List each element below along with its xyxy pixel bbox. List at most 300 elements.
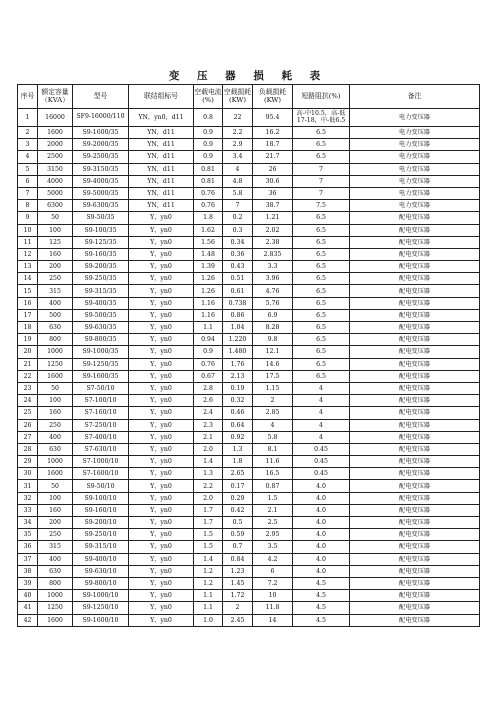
cell-no-load-current: 2.0 bbox=[194, 443, 223, 455]
cell-connection-group: Y，yn0 bbox=[129, 504, 194, 516]
cell-index: 10 bbox=[18, 224, 38, 236]
cell-load-loss: 2.02 bbox=[253, 224, 293, 236]
cell-model: S9-800/35 bbox=[73, 334, 129, 346]
cell-connection-group: Y，yn0 bbox=[129, 261, 194, 273]
header-load-loss: 负载损耗(KW) bbox=[253, 85, 293, 109]
cell-model: S9-2000/35 bbox=[73, 139, 129, 151]
cell-no-load-loss: 1.3 bbox=[223, 443, 253, 455]
cell-remarks: 配电变压器 bbox=[350, 297, 480, 309]
cell-connection-group: Y，yn0 bbox=[129, 577, 194, 589]
cell-load-loss: 1.15 bbox=[253, 382, 293, 394]
table-row bbox=[18, 273, 480, 285]
cell-load-loss: 4.76 bbox=[253, 285, 293, 297]
table-row bbox=[18, 565, 480, 577]
cell-model: S7-160/10 bbox=[73, 407, 129, 419]
cell-model: S9-3150/35 bbox=[73, 163, 129, 175]
cell-index: 29 bbox=[18, 456, 38, 468]
table-row bbox=[18, 468, 480, 480]
header-model: 型号 bbox=[73, 85, 129, 109]
table-row bbox=[18, 517, 480, 529]
cell-index: 24 bbox=[18, 395, 38, 407]
cell-remarks: 配电变压器 bbox=[350, 504, 480, 516]
cell-load-loss: 2.85 bbox=[253, 407, 293, 419]
cell-impedance: 7 bbox=[293, 175, 350, 187]
cell-capacity: 800 bbox=[38, 334, 73, 346]
table-row bbox=[18, 187, 480, 199]
cell-load-loss: 4 bbox=[253, 419, 293, 431]
table-row bbox=[18, 248, 480, 260]
cell-impedance: 6.5 bbox=[293, 297, 350, 309]
cell-connection-group: Y，yn0 bbox=[129, 492, 194, 504]
cell-connection-group: Y，yn0 bbox=[129, 419, 194, 431]
table-row bbox=[18, 504, 480, 516]
cell-capacity: 5000 bbox=[38, 187, 73, 199]
cell-model: S9-250/35 bbox=[73, 273, 129, 285]
cell-model: S9-160/10 bbox=[73, 504, 129, 516]
cell-index: 15 bbox=[18, 285, 38, 297]
cell-remarks: 配电变压器 bbox=[350, 212, 480, 224]
cell-index: 31 bbox=[18, 480, 38, 492]
cell-no-load-loss: 4 bbox=[223, 163, 253, 175]
cell-remarks: 配电变压器 bbox=[350, 346, 480, 358]
cell-connection-group: Y，yn0 bbox=[129, 346, 194, 358]
cell-remarks: 配电变压器 bbox=[350, 553, 480, 565]
table-row bbox=[18, 395, 480, 407]
cell-load-loss: 36 bbox=[253, 187, 293, 199]
table-row bbox=[18, 261, 480, 273]
cell-impedance: 高-中10.5，高-低17-18，中-低6.5 bbox=[293, 109, 350, 127]
cell-load-loss: 8.1 bbox=[253, 443, 293, 455]
table-header-row bbox=[18, 85, 480, 109]
cell-index: 28 bbox=[18, 443, 38, 455]
table-row bbox=[18, 322, 480, 334]
cell-index: 13 bbox=[18, 261, 38, 273]
cell-connection-group: YN，d11 bbox=[129, 175, 194, 187]
cell-no-load-loss: 2.65 bbox=[223, 468, 253, 480]
cell-index: 9 bbox=[18, 212, 38, 224]
cell-remarks: 电力变压器 bbox=[350, 187, 480, 199]
cell-remarks: 配电变压器 bbox=[350, 322, 480, 334]
cell-no-load-current: 0.9 bbox=[194, 127, 223, 139]
table-row bbox=[18, 139, 480, 151]
table-row bbox=[18, 480, 480, 492]
cell-load-loss: 3.5 bbox=[253, 541, 293, 553]
cell-no-load-loss: 0.29 bbox=[223, 492, 253, 504]
cell-remarks: 配电变压器 bbox=[350, 577, 480, 589]
cell-no-load-current: 1.5 bbox=[194, 529, 223, 541]
cell-index: 25 bbox=[18, 407, 38, 419]
cell-no-load-loss: 0.7 bbox=[223, 541, 253, 553]
cell-load-loss: 18.7 bbox=[253, 139, 293, 151]
cell-no-load-current: 2.2 bbox=[194, 480, 223, 492]
cell-index: 1 bbox=[18, 109, 38, 127]
cell-no-load-loss: 0.46 bbox=[223, 407, 253, 419]
cell-load-loss: 12.1 bbox=[253, 346, 293, 358]
cell-index: 16 bbox=[18, 297, 38, 309]
cell-remarks: 配电变压器 bbox=[350, 407, 480, 419]
cell-remarks: 配电变压器 bbox=[350, 370, 480, 382]
cell-load-loss: 6 bbox=[253, 565, 293, 577]
cell-load-loss: 17.5 bbox=[253, 370, 293, 382]
cell-index: 21 bbox=[18, 358, 38, 370]
cell-no-load-current: 2.1 bbox=[194, 431, 223, 443]
cell-load-loss: 6.9 bbox=[253, 309, 293, 321]
cell-no-load-loss: 0.43 bbox=[223, 261, 253, 273]
header-short-circuit-impedance: 短路阻抗(%) bbox=[293, 85, 350, 109]
cell-index: 26 bbox=[18, 419, 38, 431]
cell-model: S9-400/35 bbox=[73, 297, 129, 309]
cell-impedance: 6.5 bbox=[293, 261, 350, 273]
cell-no-load-loss: 5.8 bbox=[223, 187, 253, 199]
cell-impedance: 4 bbox=[293, 407, 350, 419]
table-row bbox=[18, 358, 480, 370]
cell-no-load-loss: 0.84 bbox=[223, 553, 253, 565]
cell-connection-group: Y，yn0 bbox=[129, 517, 194, 529]
cell-index: 22 bbox=[18, 370, 38, 382]
cell-capacity: 160 bbox=[38, 407, 73, 419]
cell-model: S9-250/10 bbox=[73, 529, 129, 541]
cell-no-load-loss: 0.5 bbox=[223, 517, 253, 529]
cell-capacity: 3150 bbox=[38, 163, 73, 175]
cell-capacity: 50 bbox=[38, 212, 73, 224]
cell-model: S9-50/10 bbox=[73, 480, 129, 492]
cell-load-loss: 4.2 bbox=[253, 553, 293, 565]
cell-no-load-loss: 0.51 bbox=[223, 273, 253, 285]
cell-no-load-current: 2.4 bbox=[194, 407, 223, 419]
cell-model: S9-2500/35 bbox=[73, 151, 129, 163]
cell-no-load-loss: 1.23 bbox=[223, 565, 253, 577]
cell-capacity: 6300 bbox=[38, 200, 73, 212]
cell-model: S9-1250/10 bbox=[73, 602, 129, 614]
cell-index: 34 bbox=[18, 517, 38, 529]
cell-index: 20 bbox=[18, 346, 38, 358]
cell-no-load-current: 1.26 bbox=[194, 273, 223, 285]
cell-model: S9-200/35 bbox=[73, 261, 129, 273]
cell-load-loss: 7.2 bbox=[253, 577, 293, 589]
cell-connection-group: Y，yn0 bbox=[129, 529, 194, 541]
cell-impedance: 4.5 bbox=[293, 602, 350, 614]
cell-connection-group: Y，yn0 bbox=[129, 370, 194, 382]
table-row bbox=[18, 529, 480, 541]
table-row bbox=[18, 309, 480, 321]
cell-model: S7-630/10 bbox=[73, 443, 129, 455]
table-row bbox=[18, 151, 480, 163]
cell-load-loss: 10 bbox=[253, 590, 293, 602]
cell-connection-group: Y，yn0 bbox=[129, 382, 194, 394]
cell-no-load-loss: 0.64 bbox=[223, 419, 253, 431]
table-row bbox=[18, 297, 480, 309]
cell-no-load-loss: 2.45 bbox=[223, 614, 253, 626]
cell-impedance: 0.45 bbox=[293, 468, 350, 480]
cell-index: 37 bbox=[18, 553, 38, 565]
cell-model: S9-1000/35 bbox=[73, 346, 129, 358]
cell-impedance: 4.0 bbox=[293, 541, 350, 553]
cell-index: 12 bbox=[18, 248, 38, 260]
cell-no-load-current: 0.76 bbox=[194, 187, 223, 199]
cell-remarks: 配电变压器 bbox=[350, 602, 480, 614]
cell-connection-group: Y，yn0 bbox=[129, 407, 194, 419]
cell-capacity: 630 bbox=[38, 565, 73, 577]
cell-connection-group: YN，d11 bbox=[129, 151, 194, 163]
cell-no-load-loss: 0.19 bbox=[223, 382, 253, 394]
cell-connection-group: YN，d11 bbox=[129, 139, 194, 151]
table-row bbox=[18, 224, 480, 236]
cell-impedance: 4.0 bbox=[293, 565, 350, 577]
cell-remarks: 配电变压器 bbox=[350, 492, 480, 504]
cell-capacity: 1600 bbox=[38, 127, 73, 139]
cell-model: S9-500/35 bbox=[73, 309, 129, 321]
cell-load-loss: 3.96 bbox=[253, 273, 293, 285]
cell-impedance: 4 bbox=[293, 431, 350, 443]
cell-connection-group: Y，yn0 bbox=[129, 553, 194, 565]
cell-impedance: 4.0 bbox=[293, 492, 350, 504]
cell-no-load-current: 0.76 bbox=[194, 200, 223, 212]
cell-remarks: 电力变压器 bbox=[350, 151, 480, 163]
cell-capacity: 1600 bbox=[38, 614, 73, 626]
cell-no-load-loss: 1.76 bbox=[223, 358, 253, 370]
cell-connection-group: YN，d11 bbox=[129, 187, 194, 199]
table-row bbox=[18, 127, 480, 139]
cell-connection-group: YN，d11 bbox=[129, 200, 194, 212]
cell-capacity: 2500 bbox=[38, 151, 73, 163]
cell-capacity: 1600 bbox=[38, 468, 73, 480]
cell-no-load-loss: 0.17 bbox=[223, 480, 253, 492]
cell-capacity: 1000 bbox=[38, 590, 73, 602]
cell-impedance: 4.0 bbox=[293, 504, 350, 516]
cell-capacity: 1000 bbox=[38, 456, 73, 468]
cell-model: S9-1250/35 bbox=[73, 358, 129, 370]
cell-remarks: 配电变压器 bbox=[350, 443, 480, 455]
cell-no-load-loss: 1.72 bbox=[223, 590, 253, 602]
cell-model: SF9-16000/110 bbox=[73, 109, 129, 127]
cell-index: 41 bbox=[18, 602, 38, 614]
cell-connection-group: Y，yn0 bbox=[129, 541, 194, 553]
cell-connection-group: Y，yn0 bbox=[129, 602, 194, 614]
cell-load-loss: 11.6 bbox=[253, 456, 293, 468]
table-row bbox=[18, 200, 480, 212]
cell-capacity: 160 bbox=[38, 504, 73, 516]
cell-no-load-loss: 22 bbox=[223, 109, 253, 127]
cell-index: 8 bbox=[18, 200, 38, 212]
cell-capacity: 1250 bbox=[38, 602, 73, 614]
cell-remarks: 电力变压器 bbox=[350, 163, 480, 175]
cell-remarks: 配电变压器 bbox=[350, 517, 480, 529]
cell-no-load-current: 2.8 bbox=[194, 382, 223, 394]
cell-capacity: 315 bbox=[38, 541, 73, 553]
cell-no-load-current: 2.3 bbox=[194, 419, 223, 431]
cell-no-load-current: 1.4 bbox=[194, 456, 223, 468]
cell-remarks: 配电变压器 bbox=[350, 614, 480, 626]
cell-capacity: 630 bbox=[38, 443, 73, 455]
cell-no-load-current: 1.16 bbox=[194, 309, 223, 321]
cell-capacity: 250 bbox=[38, 529, 73, 541]
cell-model: S7-250/10 bbox=[73, 419, 129, 431]
cell-capacity: 250 bbox=[38, 419, 73, 431]
cell-no-load-current: 0.9 bbox=[194, 139, 223, 151]
cell-load-loss: 5.76 bbox=[253, 297, 293, 309]
cell-no-load-loss: 0.3 bbox=[223, 224, 253, 236]
cell-no-load-loss: 2.13 bbox=[223, 370, 253, 382]
cell-no-load-current: 1.1 bbox=[194, 322, 223, 334]
cell-no-load-current: 0.81 bbox=[194, 163, 223, 175]
cell-model: S7-400/10 bbox=[73, 431, 129, 443]
table-row bbox=[18, 236, 480, 248]
cell-load-loss: 8.28 bbox=[253, 322, 293, 334]
cell-impedance: 4 bbox=[293, 419, 350, 431]
cell-no-load-current: 1.1 bbox=[194, 602, 223, 614]
cell-capacity: 100 bbox=[38, 224, 73, 236]
cell-impedance: 7.5 bbox=[293, 200, 350, 212]
cell-no-load-current: 1.1 bbox=[194, 590, 223, 602]
cell-no-load-current: 0.76 bbox=[194, 358, 223, 370]
cell-model: S9-315/35 bbox=[73, 285, 129, 297]
table-row bbox=[18, 370, 480, 382]
cell-no-load-loss: 0.2 bbox=[223, 212, 253, 224]
cell-no-load-current: 1.7 bbox=[194, 517, 223, 529]
header-connection-group: 联结组标号 bbox=[129, 85, 194, 109]
cell-capacity: 800 bbox=[38, 577, 73, 589]
cell-no-load-current: 0.8 bbox=[194, 109, 223, 127]
header-capacity: 额定容量（KVA） bbox=[38, 85, 73, 109]
cell-no-load-current: 2.0 bbox=[194, 492, 223, 504]
cell-remarks: 电力变压器 bbox=[350, 200, 480, 212]
cell-index: 39 bbox=[18, 577, 38, 589]
table-row bbox=[18, 419, 480, 431]
cell-no-load-loss: 2.9 bbox=[223, 139, 253, 151]
cell-index: 7 bbox=[18, 187, 38, 199]
cell-connection-group: Y，yn0 bbox=[129, 285, 194, 297]
table-row bbox=[18, 285, 480, 297]
table-row bbox=[18, 431, 480, 443]
cell-remarks: 配电变压器 bbox=[350, 431, 480, 443]
cell-connection-group: Y，yn0 bbox=[129, 212, 194, 224]
cell-impedance: 6.5 bbox=[293, 346, 350, 358]
cell-no-load-current: 1.48 bbox=[194, 248, 223, 260]
cell-impedance: 6.5 bbox=[293, 151, 350, 163]
cell-load-loss: 16.2 bbox=[253, 127, 293, 139]
cell-no-load-current: 1.16 bbox=[194, 297, 223, 309]
cell-connection-group: Y，yn0 bbox=[129, 431, 194, 443]
cell-load-loss: 2.1 bbox=[253, 504, 293, 516]
cell-impedance: 6.5 bbox=[293, 224, 350, 236]
cell-capacity: 4000 bbox=[38, 175, 73, 187]
cell-remarks: 配电变压器 bbox=[350, 529, 480, 541]
cell-index: 32 bbox=[18, 492, 38, 504]
cell-load-loss: 95.4 bbox=[253, 109, 293, 127]
cell-remarks: 配电变压器 bbox=[350, 285, 480, 297]
cell-connection-group: Y，yn0 bbox=[129, 322, 194, 334]
table-row bbox=[18, 553, 480, 565]
cell-capacity: 500 bbox=[38, 309, 73, 321]
cell-capacity: 630 bbox=[38, 322, 73, 334]
cell-model: S9-100/35 bbox=[73, 224, 129, 236]
cell-no-load-loss: 1.04 bbox=[223, 322, 253, 334]
cell-remarks: 配电变压器 bbox=[350, 334, 480, 346]
cell-capacity: 50 bbox=[38, 480, 73, 492]
cell-model: S7-1000/10 bbox=[73, 456, 129, 468]
cell-connection-group: Y，yn0 bbox=[129, 224, 194, 236]
cell-impedance: 0.45 bbox=[293, 456, 350, 468]
cell-model: S9-125/35 bbox=[73, 236, 129, 248]
cell-index: 17 bbox=[18, 309, 38, 321]
cell-index: 27 bbox=[18, 431, 38, 443]
cell-load-loss: 26 bbox=[253, 163, 293, 175]
cell-model: S9-400/10 bbox=[73, 553, 129, 565]
cell-impedance: 4.0 bbox=[293, 480, 350, 492]
cell-impedance: 0.45 bbox=[293, 443, 350, 455]
cell-no-load-current: 1.39 bbox=[194, 261, 223, 273]
cell-index: 18 bbox=[18, 322, 38, 334]
cell-model: S7-50/10 bbox=[73, 382, 129, 394]
cell-no-load-current: 1.3 bbox=[194, 468, 223, 480]
cell-no-load-loss: 0.32 bbox=[223, 395, 253, 407]
cell-no-load-loss: 1.480 bbox=[223, 346, 253, 358]
cell-connection-group: Y，yn0 bbox=[129, 236, 194, 248]
cell-no-load-current: 1.62 bbox=[194, 224, 223, 236]
cell-remarks: 配电变压器 bbox=[350, 273, 480, 285]
cell-no-load-current: 1.7 bbox=[194, 504, 223, 516]
table-row bbox=[18, 163, 480, 175]
cell-index: 4 bbox=[18, 151, 38, 163]
cell-remarks: 配电变压器 bbox=[350, 382, 480, 394]
cell-impedance: 6.5 bbox=[293, 358, 350, 370]
cell-index: 23 bbox=[18, 382, 38, 394]
cell-impedance: 6.5 bbox=[293, 212, 350, 224]
cell-index: 42 bbox=[18, 614, 38, 626]
cell-connection-group: Y，yn0 bbox=[129, 309, 194, 321]
cell-no-load-current: 0.81 bbox=[194, 175, 223, 187]
cell-load-loss: 2.835 bbox=[253, 248, 293, 260]
cell-model: S9-1000/10 bbox=[73, 590, 129, 602]
cell-model: S7-100/10 bbox=[73, 395, 129, 407]
cell-load-loss: 1.21 bbox=[253, 212, 293, 224]
cell-no-load-current: 0.9 bbox=[194, 346, 223, 358]
cell-model: S7-1600/10 bbox=[73, 468, 129, 480]
cell-capacity: 200 bbox=[38, 517, 73, 529]
cell-impedance: 6.5 bbox=[293, 248, 350, 260]
cell-no-load-loss: 1.8 bbox=[223, 456, 253, 468]
cell-connection-group: Y，yn0 bbox=[129, 565, 194, 577]
cell-no-load-loss: 0.42 bbox=[223, 504, 253, 516]
cell-no-load-loss: 0.34 bbox=[223, 236, 253, 248]
cell-capacity: 400 bbox=[38, 553, 73, 565]
cell-impedance: 6.5 bbox=[293, 139, 350, 151]
table-row bbox=[18, 346, 480, 358]
cell-model: S9-1600/35 bbox=[73, 127, 129, 139]
cell-remarks: 配电变压器 bbox=[350, 309, 480, 321]
cell-load-loss: 9.8 bbox=[253, 334, 293, 346]
table-row bbox=[18, 590, 480, 602]
header-no-load-loss: 空载损耗(KW) bbox=[223, 85, 253, 109]
table-row bbox=[18, 175, 480, 187]
cell-model: S9-50/35 bbox=[73, 212, 129, 224]
cell-capacity: 1250 bbox=[38, 358, 73, 370]
cell-no-load-loss: 3.4 bbox=[223, 151, 253, 163]
cell-capacity: 1000 bbox=[38, 346, 73, 358]
cell-remarks: 配电变压器 bbox=[350, 236, 480, 248]
cell-no-load-current: 1.2 bbox=[194, 565, 223, 577]
cell-impedance: 4 bbox=[293, 395, 350, 407]
cell-no-load-current: 1.56 bbox=[194, 236, 223, 248]
cell-no-load-current: 0.94 bbox=[194, 334, 223, 346]
cell-index: 33 bbox=[18, 504, 38, 516]
cell-index: 6 bbox=[18, 175, 38, 187]
cell-load-loss: 14.6 bbox=[253, 358, 293, 370]
page-title: 变 压 器 损 耗 表 bbox=[168, 70, 328, 82]
cell-no-load-current: 0.9 bbox=[194, 151, 223, 163]
cell-impedance: 6.5 bbox=[293, 285, 350, 297]
cell-load-loss: 2.38 bbox=[253, 236, 293, 248]
